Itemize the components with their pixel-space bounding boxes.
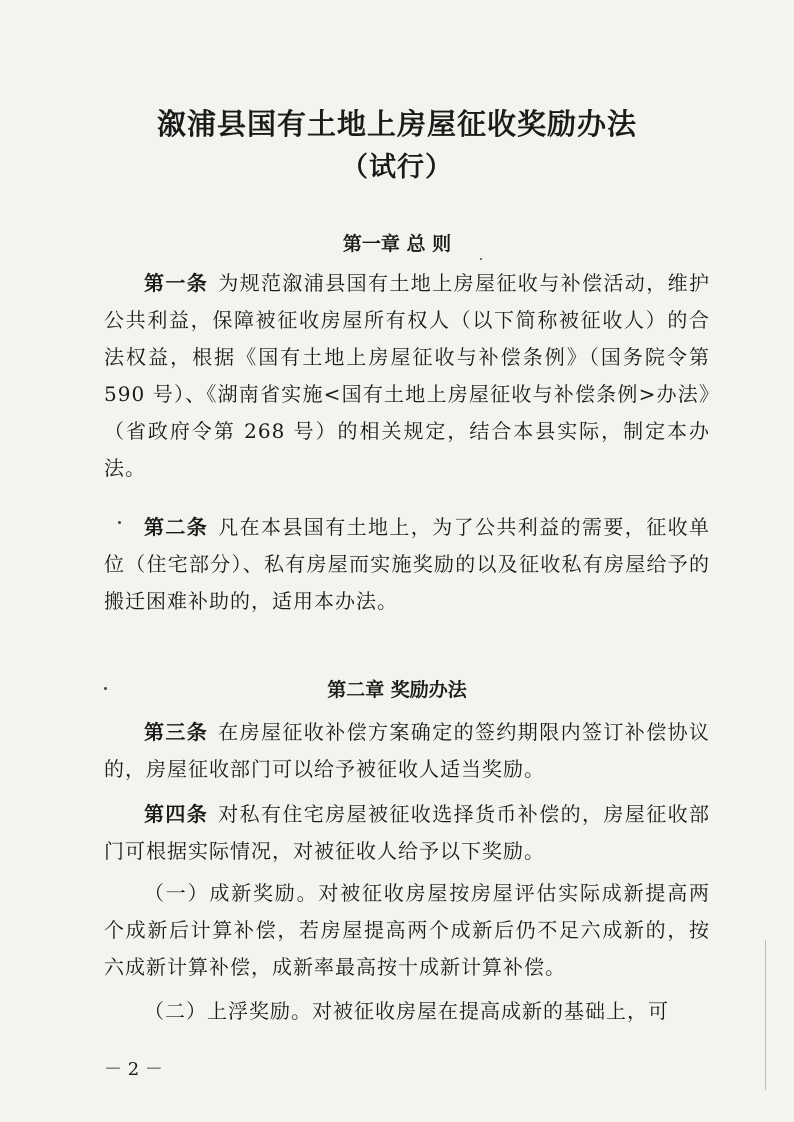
- article-1: [104, 265, 710, 487]
- article-1-label: 第一条: [144, 271, 209, 295]
- scan-speck: [104, 687, 107, 690]
- page-number: － 2 －: [104, 1059, 163, 1080]
- article-2-label: 第二条: [144, 515, 209, 539]
- article-3-label: 第三条: [144, 720, 209, 744]
- document-subtitle: （试行）: [341, 152, 453, 183]
- article-1-text: 为规范溆浦县国有土地上房屋征收与补偿活动，维护公共利益，保障被征收房屋所有权人（以下简称被征收人）的合法权益，根据《国有土地上房屋征收与补偿条例》（国务院令第 590 号）、《湖南省实施<国有土地上房屋征收与补偿条例>办法》（省政府令第 268 号）的相关规定，结合本县实际，制定本办法。: [104, 271, 711, 480]
- chapter-heading-1: 第一章 总 则: [342, 233, 452, 255]
- scan-speck: [118, 521, 121, 524]
- article-2-text: 凡在本县国有土地上，为了公共利益的需要，征收单位（住宅部分）、私有房屋而实施奖励的以及征收私有房屋给予的搬迁困难补助的，适用本办法。: [104, 515, 711, 613]
- article-4: [104, 796, 710, 870]
- article-3-text: 在房屋征收补偿方案确定的签约期限内签订补偿协议的，房屋征收部门可以给予被征收人适当奖励。: [104, 720, 711, 781]
- article-4-label: 第四条: [144, 802, 209, 826]
- article-4-item-1: （一）成新奖励。对被征收房屋按房屋评估实际成新提高两个成新后计算补偿，若房屋提高两个成新后仍不足六成新的，按六成新计算补偿，成新率最高按十成新计算补偿。: [104, 881, 710, 979]
- article-4-text: 对私有住宅房屋被征收选择货币补偿的，房屋征收部门可根据实际情况，对被征收人给予以下奖励。: [104, 802, 711, 863]
- article-2: [104, 509, 710, 620]
- scan-speck: [480, 258, 482, 260]
- article-4-item-2: （二）上浮奖励。对被征收房屋在提高成新的基础上，可: [144, 999, 669, 1023]
- article-3: [104, 714, 710, 788]
- scan-edge-line: [765, 940, 766, 1090]
- chapter-heading-2: 第二章 奖励办法: [327, 679, 467, 701]
- document-title: 溆浦县国有土地上房屋征收奖励办法: [156, 107, 637, 141]
